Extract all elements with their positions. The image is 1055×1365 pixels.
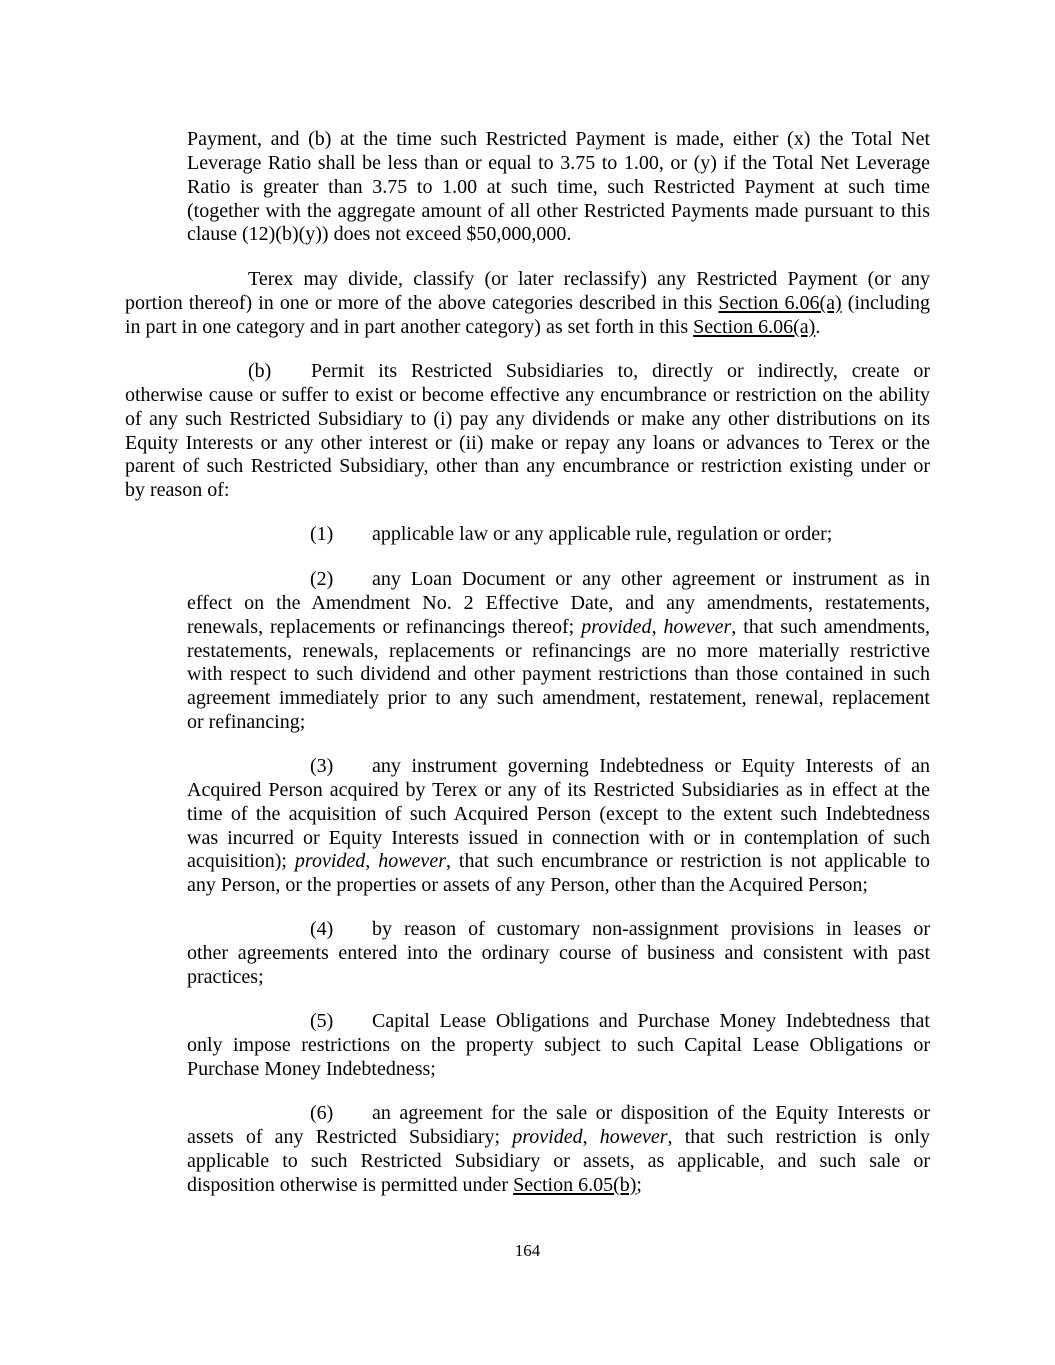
text-segment: portion thereof) in one or more of the above categories described in this: [125, 291, 719, 314]
page-number: 164: [514, 1241, 541, 1260]
text-line: clause (12)(b)(y)) does not exceed $50,000,000.: [187, 223, 572, 246]
text-segment: an agreement for the sale or disposition of the Equity Interests or: [372, 1102, 930, 1124]
text-segment: ,: [651, 615, 664, 638]
text-segment: Capital Lease Obligations and Purchase Money Indebtedness that: [372, 1010, 930, 1032]
text-segment: , that such restriction is only: [667, 1125, 930, 1148]
continuation-paragraph: [187, 128, 930, 247]
text-segment: acquisition);: [187, 850, 295, 873]
clause-label: (1): [310, 523, 334, 545]
clause-1: [187, 523, 930, 547]
text-line: Leverage Ratio shall be less than or equal to 3.75 to 1.00, or (y) if the Total Net Leverage: [187, 151, 930, 174]
text-segment: .: [815, 315, 821, 338]
text-line: [187, 1102, 930, 1126]
text-line: Terex may divide, classify (or later reclassify) any Restricted Payment (or any: [248, 268, 930, 290]
text-line: [187, 1126, 930, 1150]
italic-term: however: [663, 615, 732, 638]
section-reference: Section 6.06(a): [718, 291, 842, 314]
text-segment: any Loan Document or any other agreement or instrument as in: [372, 568, 930, 590]
italic-term: however: [599, 1125, 668, 1148]
text-line: [187, 523, 930, 547]
text-segment: , that such amendments,: [731, 615, 930, 638]
text-segment: by reason of customary non-assignment provisions in leases or: [372, 918, 930, 940]
text-line: any Person, or the properties or assets of any Person, other than the Acquired Person;: [187, 874, 868, 897]
text-segment: in part in one category and in part another category) as set forth in this: [125, 315, 694, 338]
text-line: [187, 1010, 930, 1034]
text-line: [187, 850, 930, 874]
text-line: only impose restrictions on the property subject to such Capital Lease Obligations or: [187, 1033, 930, 1056]
clause-label: (6): [310, 1102, 334, 1124]
section-reference: Section 6.05(b): [513, 1173, 637, 1196]
subsection-b-paragraph: [125, 360, 930, 503]
text-line: (together with the aggregate amount of all other Restricted Payments made pursuant to this: [187, 199, 930, 222]
text-line: [187, 918, 930, 942]
text-line: otherwise cause or suffer to exist or become effective any encumbrance or restriction on the ability: [125, 383, 930, 406]
text-line: [187, 616, 930, 640]
text-line: Equity Interests or any other interest or (ii) make or repay any loans or advances to Terex or the: [125, 431, 930, 454]
clause-6: [187, 1102, 930, 1197]
text-segment: ;: [636, 1173, 642, 1196]
text-line: or refinancing;: [187, 711, 306, 734]
text-line: [125, 360, 930, 384]
clause-5: [187, 1010, 930, 1082]
text-line: effect on the Amendment No. 2 Effective Date, and any amendments, restatements,: [187, 591, 930, 614]
text-line: Purchase Money Indebtedness;: [187, 1057, 436, 1080]
text-line: Acquired Person acquired by Terex or any of its Restricted Subsidiaries as in effect at the: [187, 778, 930, 801]
italic-term: provided: [294, 850, 366, 873]
text-line: time of the acquisition of such Acquired Person (except to the extent such Indebtedness: [187, 802, 930, 825]
text-line: by reason of:: [125, 479, 230, 502]
text-line: parent of such Restricted Subsidiary, other than any encumbrance or restriction existing under or: [125, 455, 930, 478]
classification-paragraph: [125, 268, 930, 340]
text-line: [187, 1174, 930, 1198]
text-segment: assets of any Restricted Subsidiary;: [187, 1125, 513, 1148]
text-line: [125, 292, 930, 316]
text-line: [187, 755, 930, 779]
clause-label: (4): [310, 918, 334, 940]
text-line: agreement immediately prior to any such amendment, restatement, renewal, replacement: [187, 687, 930, 710]
text-line: [187, 568, 930, 592]
italic-term: however: [378, 850, 446, 873]
text-segment: Permit its Restricted Subsidiaries to, directly or indirectly, create or: [311, 360, 930, 382]
text-line: practices;: [187, 965, 264, 988]
clause-label: (5): [310, 1010, 334, 1032]
section-reference: Section 6.06(a): [693, 315, 816, 338]
subsection-label: (b): [248, 360, 272, 382]
text-segment: renewals, replacements or refinancings thereof;: [187, 615, 582, 638]
text-segment: ,: [582, 1125, 600, 1148]
text-line: of any such Restricted Subsidiary to (i) pay any dividends or make any other distributions on its: [125, 407, 930, 430]
text-line: Ratio is greater than 3.75 to 1.00 at such time, such Restricted Payment at such time: [187, 175, 930, 198]
text-segment: applicable law or any applicable rule, regulation or order;: [372, 523, 833, 545]
text-line: [125, 316, 930, 340]
text-segment: ,: [365, 850, 379, 873]
text-segment: (including: [841, 291, 930, 314]
text-line: was incurred or Equity Interests issued in connection with or in contemplation of such: [187, 826, 930, 849]
text-segment: disposition otherwise is permitted under: [187, 1173, 514, 1196]
italic-term: provided: [512, 1125, 583, 1148]
text-line: other agreements entered into the ordinary course of business and consistent with past: [187, 941, 930, 964]
text-line: restatements, renewals, replacements or refinancings are no more materially restrictive: [187, 639, 930, 662]
clause-4: [187, 918, 930, 990]
text-line: Payment, and (b) at the time such Restricted Payment is made, either (x) the Total Net: [187, 128, 930, 150]
italic-term: provided: [581, 615, 652, 638]
text-line: applicable to such Restricted Subsidiary or assets, as applicable, and such sale or: [187, 1149, 930, 1172]
clause-label: (2): [310, 568, 334, 590]
text-segment: any instrument governing Indebtedness or Equity Interests of an: [372, 755, 930, 777]
text-segment: , that such encumbrance or restriction is not applicable to: [445, 850, 930, 873]
clause-3: [187, 755, 930, 898]
clause-2: [187, 568, 930, 735]
clause-label: (3): [310, 755, 334, 777]
text-line: with respect to such dividend and other payment restrictions than those contained in such: [187, 663, 930, 686]
